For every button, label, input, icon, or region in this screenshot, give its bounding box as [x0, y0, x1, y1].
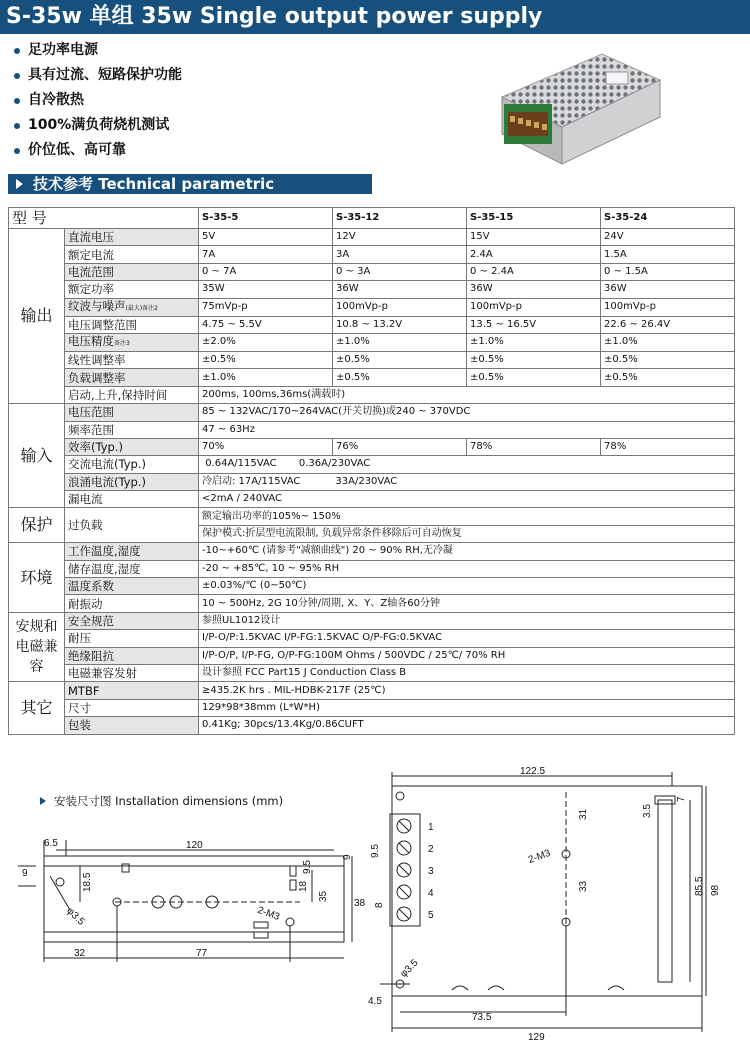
table-row — [9, 263, 735, 280]
dim-label: 122.5 — [520, 766, 546, 777]
cell: ±0.5% — [601, 351, 735, 368]
row-label: 安全规范 — [65, 612, 199, 629]
table-row — [9, 404, 735, 421]
table-row — [9, 717, 735, 734]
feature-item: 价位低、高可靠 — [14, 138, 182, 163]
dim-label: 6.5 — [44, 838, 58, 849]
cell: 47 ~ 63Hz — [199, 421, 735, 438]
cell: -20 ~ +85℃, 10 ~ 95% RH — [199, 560, 735, 577]
table-row — [9, 473, 735, 490]
table-row — [9, 369, 735, 386]
cell: 12V — [333, 229, 467, 246]
cell: ±0.5% — [199, 351, 333, 368]
side-view-drawing — [0, 830, 380, 970]
row-label: 尺寸 — [65, 699, 199, 716]
cell: 76% — [333, 438, 467, 455]
group-label: 安规和电磁兼容 — [9, 612, 65, 682]
cell: 参照UL1012设计 — [199, 612, 735, 629]
terminal-label: 3 — [428, 866, 434, 877]
model-cell: S-35-5 — [199, 208, 333, 229]
dimensions-caption: 安装尺寸图 Installation dimensions (mm) — [40, 793, 283, 809]
spec-header-row — [9, 208, 735, 229]
cell: 22.6 ~ 26.4V — [601, 316, 735, 333]
dim-label: 2-M3 — [526, 847, 553, 866]
section-header: 技术参考 Technical parametric — [8, 174, 372, 194]
cell: 冷启动: 17A/115VAC 33A/230VAC — [199, 473, 735, 490]
cell: ±0.03%/℃ (0~50℃) — [199, 578, 735, 595]
cell: ±1.0% — [199, 369, 333, 386]
dim-label: 9.5 — [370, 844, 381, 858]
cell: 36W — [467, 281, 601, 298]
row-label: 漏电流 — [65, 491, 199, 508]
row-label: 负载调整率 — [65, 369, 199, 386]
table-row — [9, 612, 735, 629]
cell: 3A — [333, 246, 467, 263]
row-label: 效率(Typ.) — [65, 438, 199, 455]
dim-label: 18 — [298, 880, 309, 892]
cell: I/P-O/P, I/P-FG, O/P-FG:100M Ohms / 500VDC / 25℃/ 70% RH — [199, 647, 735, 664]
feature-item: 具有过流、短路保护功能 — [14, 63, 182, 88]
cell: 100mVp-p — [333, 298, 467, 316]
model-cell: S-35-15 — [467, 208, 601, 229]
table-row — [9, 578, 735, 595]
table-row — [9, 682, 735, 699]
cell: ±1.0% — [333, 333, 467, 351]
cell: 35W — [199, 281, 333, 298]
row-label: 耐压 — [65, 630, 199, 647]
table-row — [9, 316, 735, 333]
terminal-label: 5 — [428, 910, 434, 921]
cell: ≥435.2K hrs . MIL-HDBK-217F (25℃) — [199, 682, 735, 699]
cell: 5V — [199, 229, 333, 246]
bullet-icon — [14, 98, 20, 104]
cell: -10~+60℃ (请参考"减额曲线") 20 ~ 90% RH,无冷凝 — [199, 543, 735, 560]
bullet-icon — [14, 123, 20, 129]
cell: ±2.0% — [199, 333, 333, 351]
triangle-icon — [16, 179, 23, 189]
table-row — [9, 543, 735, 560]
dim-label: 33 — [578, 880, 589, 892]
product-photo — [482, 42, 662, 167]
row-label: 电磁兼容发射 — [65, 664, 199, 681]
cell: ±1.0% — [601, 333, 735, 351]
group-label: 环境 — [9, 543, 65, 613]
dim-label: 35 — [318, 890, 329, 902]
row-label: 电压调整范围 — [65, 316, 199, 333]
cell: 4.75 ~ 5.5V — [199, 316, 333, 333]
dim-label: 9 — [22, 868, 28, 879]
chassis-outline — [392, 786, 702, 996]
cell: <2mA / 240VAC — [199, 491, 735, 508]
dim-label: 8 — [374, 902, 385, 908]
dim-label: 4.5 — [368, 996, 382, 1007]
cell: ±0.5% — [601, 369, 735, 386]
page-title: S-35w 单组 35w Single output power supply — [0, 0, 750, 34]
feature-item: 足功率电源 — [14, 38, 182, 63]
cell: 13.5 ~ 16.5V — [467, 316, 601, 333]
feature-item: 100%满负荷烧机测试 — [14, 113, 182, 138]
cell: ±1.0% — [467, 333, 601, 351]
row-label: 储存温度,湿度 — [65, 560, 199, 577]
group-label: 保护 — [9, 508, 65, 543]
bullet-icon — [14, 73, 20, 79]
row-label: 额定电流 — [65, 246, 199, 263]
dim-label: 32 — [74, 948, 86, 959]
cell: 10.8 ~ 13.2V — [333, 316, 467, 333]
row-label: 额定功率 — [65, 281, 199, 298]
cell: 85 ~ 132VAC/170~264VAC(开关切换)或240 ~ 370VDC — [199, 404, 735, 421]
table-row — [9, 246, 735, 263]
top-view-drawing — [360, 762, 730, 1042]
cell: I/P-O/P:1.5KVAC I/P-FG:1.5KVAC O/P-FG:0.5KVAC — [199, 630, 735, 647]
terminal-label: 1 — [428, 822, 434, 833]
table-row — [9, 421, 735, 438]
dim-label: 9 — [342, 854, 353, 860]
dim-label: 77 — [196, 948, 208, 959]
dim-label: 73.5 — [472, 1012, 492, 1023]
cell: ±0.5% — [467, 351, 601, 368]
row-label: 电压精度备注3 — [65, 333, 199, 351]
table-row — [9, 229, 735, 246]
cell: 保护模式:折层型电流限制, 负载异常条件移除后可自动恢复 — [199, 525, 735, 542]
dim-label: 2-M3 — [255, 904, 282, 924]
dim-label: 3.5 — [642, 804, 653, 818]
cell: 额定输出功率的105%~ 150% — [199, 508, 735, 525]
table-row — [9, 560, 735, 577]
dim-label: 129 — [528, 1032, 545, 1042]
dim-label: 31 — [578, 808, 589, 820]
group-label: 其它 — [9, 682, 65, 734]
dim-label: φ3.5 — [64, 905, 87, 928]
table-row — [9, 351, 735, 368]
cell: ±0.5% — [333, 351, 467, 368]
table-row — [9, 630, 735, 647]
dim-label: 98 — [710, 884, 721, 896]
cell: 0 ~ 1.5A — [601, 263, 735, 280]
table-row — [9, 386, 735, 403]
dim-label: φ3.5 — [398, 957, 421, 980]
bullet-icon — [14, 148, 20, 154]
cell: 36W — [601, 281, 735, 298]
cell: 0 ~ 2.4A — [467, 263, 601, 280]
dim-label: 38 — [354, 898, 366, 909]
table-row — [9, 508, 735, 525]
cell: 70% — [199, 438, 333, 455]
cell: ±0.5% — [467, 369, 601, 386]
group-label: 输出 — [9, 229, 65, 404]
table-row — [9, 491, 735, 508]
row-label: 交流电流(Typ.) — [65, 456, 199, 473]
model-cell: S-35-24 — [601, 208, 735, 229]
table-row — [9, 438, 735, 455]
model-label: 型 号 — [9, 208, 199, 229]
cell: 15V — [467, 229, 601, 246]
row-label: 电压范围 — [65, 404, 199, 421]
terminal-label: 2 — [428, 844, 434, 855]
cell: 129*98*38mm (L*W*H) — [199, 699, 735, 716]
cell: 设计参照 FCC Part15 J Conduction Class B — [199, 664, 735, 681]
cell: 100mVp-p — [467, 298, 601, 316]
row-label: 过负载 — [65, 508, 199, 543]
row-label: 直流电压 — [65, 229, 199, 246]
row-label: 耐振动 — [65, 595, 199, 612]
row-label: 温度系数 — [65, 578, 199, 595]
table-row — [9, 664, 735, 681]
row-label: 启动,上升,保持时间 — [65, 386, 199, 403]
row-label: MTBF — [65, 682, 199, 699]
cell: 24V — [601, 229, 735, 246]
cell: 0.64A/115VAC 0.36A/230VAC — [199, 456, 735, 473]
cell: 78% — [467, 438, 601, 455]
cell: 100mVp-p — [601, 298, 735, 316]
cell: 7A — [199, 246, 333, 263]
dim-label: 85.5 — [694, 876, 705, 896]
spec-table — [8, 207, 735, 735]
table-row — [9, 281, 735, 298]
table-row — [9, 456, 735, 473]
cell: 0 ~ 7A — [199, 263, 333, 280]
model-cell: S-35-12 — [333, 208, 467, 229]
cell: 75mVp-p — [199, 298, 333, 316]
cell: 78% — [601, 438, 735, 455]
row-label: 纹波与噪声(最大)备注2 — [65, 298, 199, 316]
dim-label: 18.5 — [82, 872, 93, 892]
feature-list — [14, 38, 182, 163]
row-label: 电流范围 — [65, 263, 199, 280]
row-label: 频率范围 — [65, 421, 199, 438]
cell: 1.5A — [601, 246, 735, 263]
cell: 2.4A — [467, 246, 601, 263]
cell: 0 ~ 3A — [333, 263, 467, 280]
row-label: 浪涌电流(Typ.) — [65, 473, 199, 490]
table-row — [9, 699, 735, 716]
dim-label: 9.5 — [302, 860, 313, 874]
cell: 36W — [333, 281, 467, 298]
chassis-outline — [44, 856, 344, 942]
cell: 200ms, 100ms,36ms(满载时) — [199, 386, 735, 403]
table-row — [9, 647, 735, 664]
row-label: 绝缘阻抗 — [65, 647, 199, 664]
table-row — [9, 595, 735, 612]
terminal-block — [390, 814, 420, 926]
row-label: 包装 — [65, 717, 199, 734]
group-label: 输入 — [9, 404, 65, 508]
cell: 10 ~ 500Hz, 2G 10分钟/周期, X、Y、Z轴各60分钟 — [199, 595, 735, 612]
row-label: 线性调整率 — [65, 351, 199, 368]
cell: ±0.5% — [333, 369, 467, 386]
feature-item: 自冷散热 — [14, 88, 182, 113]
cell: 0.41Kg; 30pcs/13.4Kg/0.86CUFT — [199, 717, 735, 734]
triangle-icon — [40, 797, 46, 805]
dim-label: 120 — [186, 840, 203, 851]
dim-label: 7 — [676, 796, 687, 802]
terminal-label: 4 — [428, 888, 434, 899]
table-row — [9, 333, 735, 351]
table-row — [9, 298, 735, 316]
bullet-icon — [14, 48, 20, 54]
row-label: 工作温度,湿度 — [65, 543, 199, 560]
